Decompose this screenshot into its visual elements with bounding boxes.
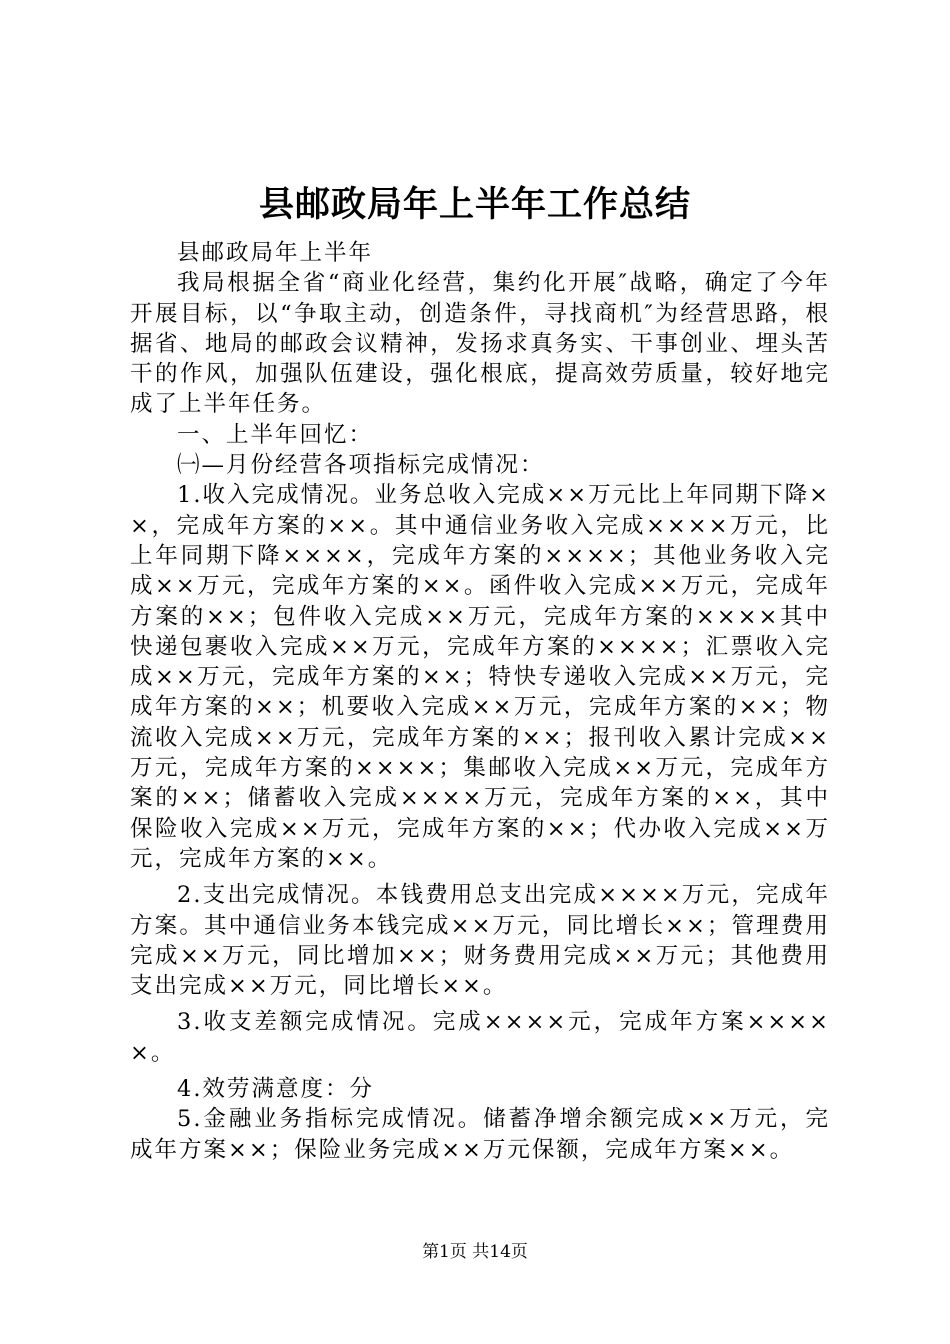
paragraph-intro: 我局根据全省“商业化经营，集约化开展″战略，确定了今年开展目标，以“争取主动，创造条件，寻找商机″为经营思路，根据省、地局的邮政会议精神，发扬求真务实、干事创业、埋头苦干的作风，加强队伍建设，强化根底，提高效劳质量，较好地完成了上半年任务。 bbox=[130, 270, 830, 418]
document-body bbox=[130, 238, 830, 1165]
page-footer: 第1页 共14页 bbox=[422, 1242, 528, 1262]
paragraph-balance: 3.收支差额完成情况。完成××××元，完成年方案×××××。 bbox=[130, 1009, 830, 1066]
document-title: 县邮政局年上半年工作总结 bbox=[258, 184, 691, 225]
paragraph-subtitle: 县邮政局年上半年 bbox=[177, 240, 374, 266]
paragraph-income: 1.收入完成情况。业务总收入完成××万元比上年同期下降××，完成年方案的××。其中通信业务收入完成××××万元，比上年同期下降××××，完成年方案的××××；其他业务收入完成××万元，完成年方案的××。函件收入完成××万元，完成年方案的××；包件收入完成××万元，完成年方案的××××其中快递包裹收入完成××万元，完成年方案的××××；汇票收入完成××万元，完成年方案的××；特快专递收入完成××万元，完成年方案的××；机要收入完成××万元，完成年方案的××；物流收入完成××万元，完成年方案的××；报刊收入累计完成××万元，完成年方案的××××；集邮收入完成××万元，完成年方案的××；储蓄收入完成××××万元，完成年方案的××，其中保险收入完成××万元，完成年方案的××；代办收入完成××万元，完成年方案的××。 bbox=[130, 482, 830, 872]
section-heading-review: 一、上半年回忆： bbox=[177, 421, 374, 448]
paragraph-expenditure: 2.支出完成情况。本钱费用总支出完成××××万元，完成年方案。其中通信业务本钱完成××万元，同比增长××；管理费用完成××万元，同比增加××；财务费用完成××万元；其他费用支出完成××万元，同比增长××。 bbox=[130, 882, 830, 1000]
subsection-heading-indicators: ㈠—月份经营各项指标完成情况： bbox=[177, 452, 545, 479]
paragraph-finance: 5.金融业务指标完成情况。储蓄净增余额完成××万元，完成年方案××；保险业务完成××万元保额，完成年方案××。 bbox=[130, 1106, 830, 1163]
paragraph-satisfaction: 4.效劳满意度：分 bbox=[177, 1076, 374, 1103]
